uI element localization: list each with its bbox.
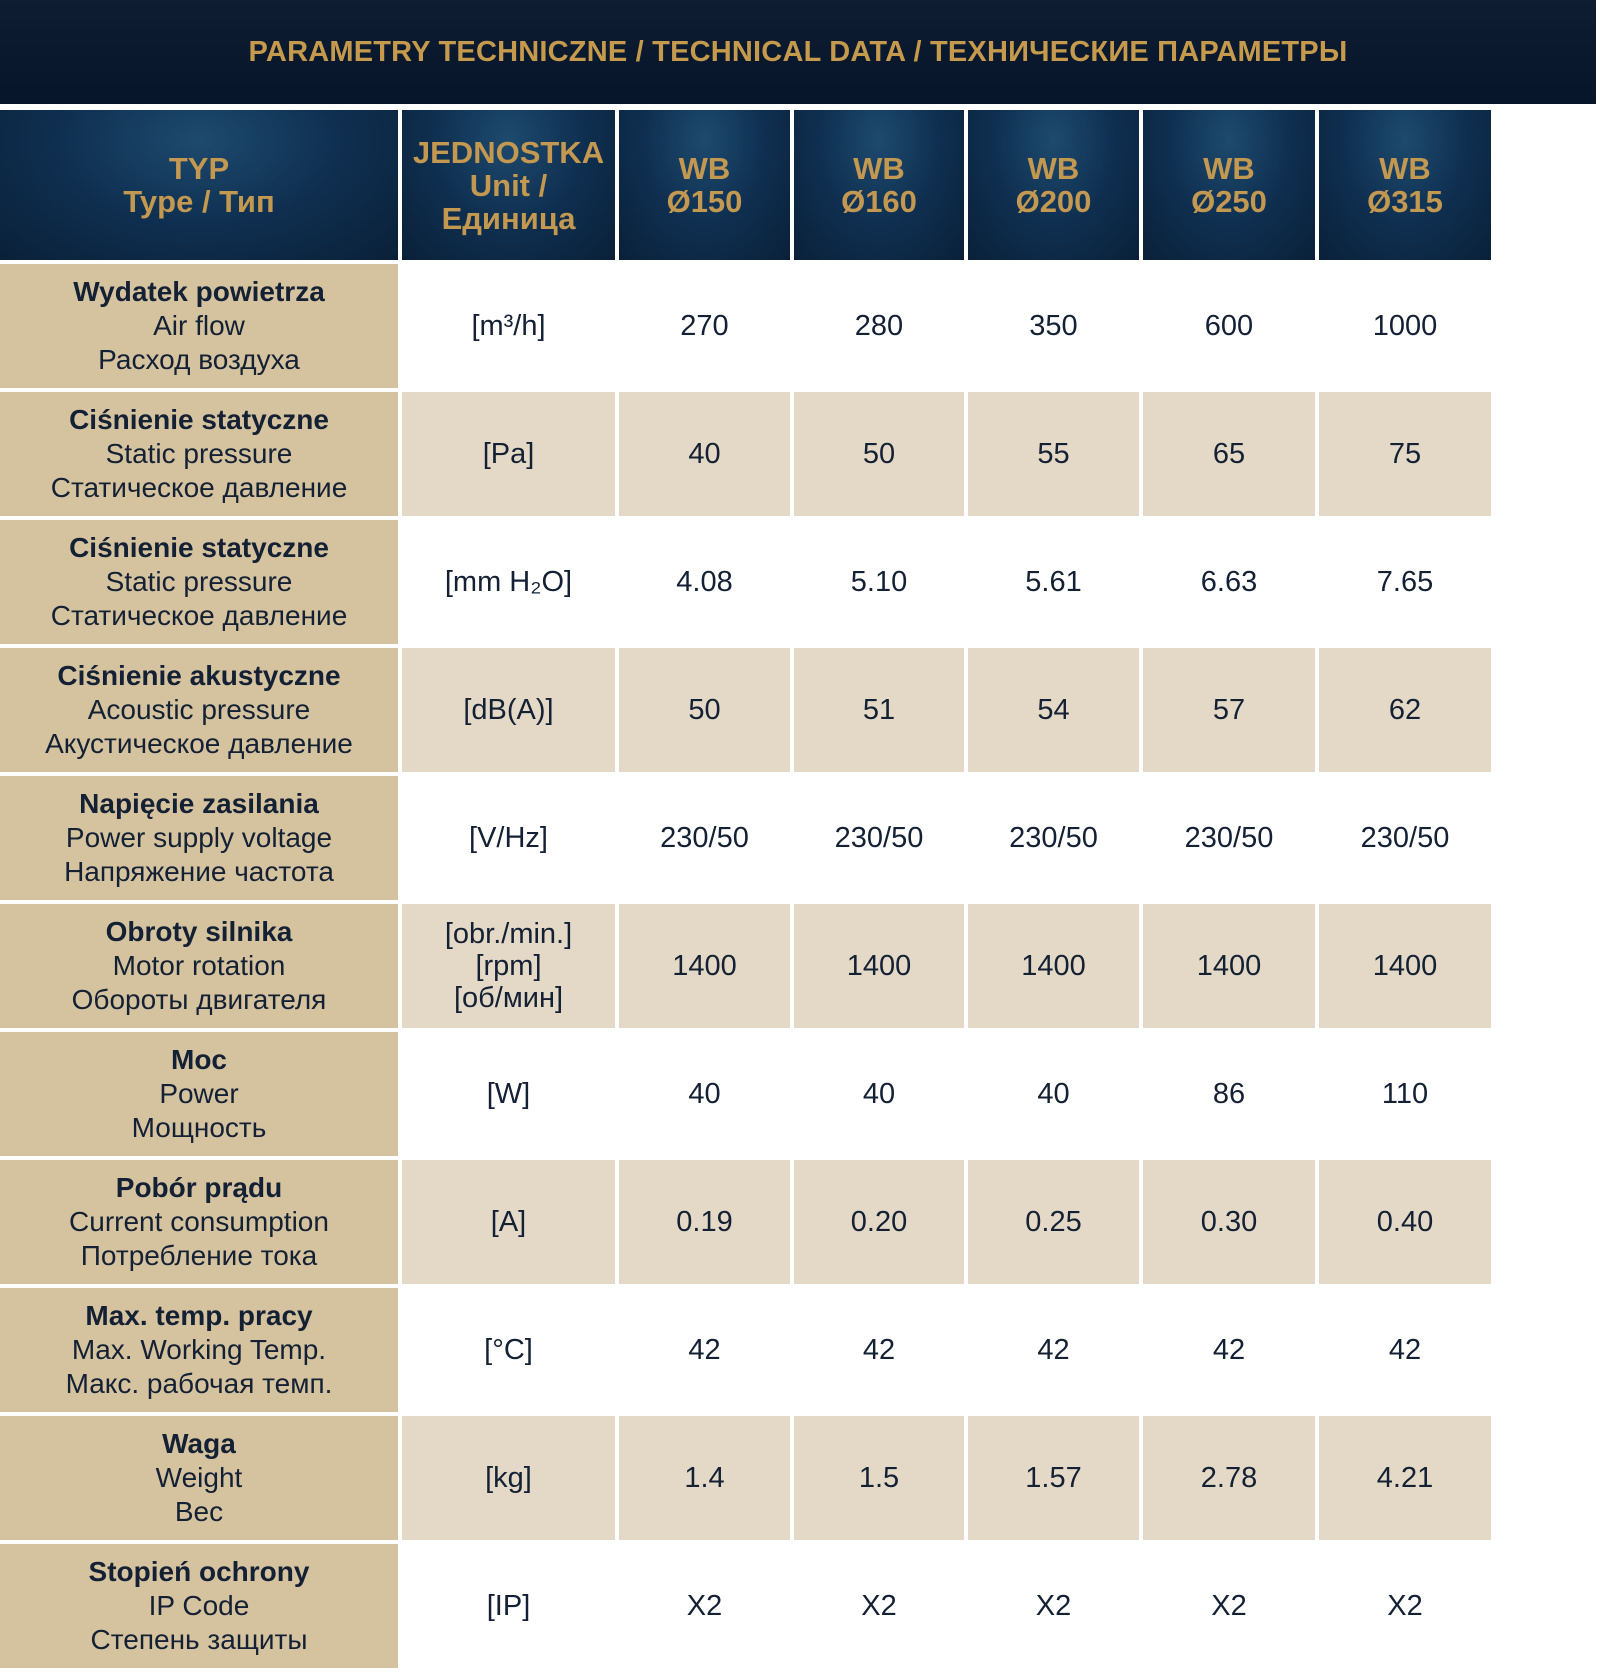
- row-unit: [402, 1160, 615, 1284]
- row-label-en: Weight: [155, 1462, 243, 1493]
- row-unit: [402, 392, 615, 516]
- unit-text: [Pa]: [482, 438, 535, 470]
- value-cell: 5.61: [968, 520, 1139, 644]
- table-row: [0, 904, 1491, 1028]
- row-label-ru: Напряжение частота: [64, 856, 334, 887]
- row-label-ru: Расход воздуха: [98, 344, 300, 375]
- unit-text: [mm H₂O]: [444, 566, 573, 598]
- value-cell: 40: [619, 1032, 790, 1156]
- row-label-pl: Wydatek powietrza: [73, 276, 325, 307]
- value-cell: 280: [794, 264, 964, 388]
- row-label: [0, 1288, 398, 1412]
- unit-text: [obr./min.]: [444, 918, 573, 950]
- model-series: WB: [853, 151, 905, 186]
- header-unit-pl: JEDNOSTKA: [412, 134, 605, 170]
- value-cell: 4.08: [619, 520, 790, 644]
- row-label-pl: Waga: [162, 1428, 236, 1459]
- table-row: [0, 1160, 1491, 1284]
- value-cell: 42: [1143, 1288, 1315, 1412]
- row-label: [0, 264, 398, 388]
- value-cell: 86: [1143, 1032, 1315, 1156]
- row-label-pl: Moc: [171, 1044, 227, 1075]
- unit-text: [A]: [490, 1206, 527, 1238]
- page-title: PARAMETRY TECHNICZNE / TECHNICAL DATA / ТЕХНИЧЕСКИЕ ПАРАМЕТРЫ: [248, 35, 1348, 68]
- value-cell: 0.40: [1319, 1160, 1491, 1284]
- row-label-ru: Потребление тока: [80, 1240, 318, 1271]
- model-diameter: Ø250: [1191, 184, 1267, 219]
- value-cell: 42: [794, 1288, 964, 1412]
- row-label-en: Current consumption: [69, 1206, 329, 1237]
- value-cell: 1400: [794, 904, 964, 1028]
- value-cell: 1400: [1143, 904, 1315, 1028]
- value-cell: X2: [794, 1544, 964, 1668]
- row-label: [0, 1032, 398, 1156]
- value-cell: 57: [1143, 648, 1315, 772]
- header-model-wb200: [968, 110, 1139, 260]
- unit-text: [V/Hz]: [469, 822, 548, 854]
- table-row: [0, 776, 1491, 900]
- row-unit: [402, 648, 615, 772]
- value-cell: 40: [968, 1032, 1139, 1156]
- row-unit: [402, 776, 615, 900]
- value-cell: 75: [1319, 392, 1491, 516]
- value-cell: 0.20: [794, 1160, 964, 1284]
- row-label-pl: Stopień ochrony: [88, 1556, 310, 1587]
- value-cell: 55: [968, 392, 1139, 516]
- value-cell: 54: [968, 648, 1139, 772]
- value-cell: 42: [968, 1288, 1139, 1412]
- row-label-en: Acoustic pressure: [87, 694, 311, 725]
- value-cell: 50: [619, 648, 790, 772]
- value-cell: X2: [1319, 1544, 1491, 1668]
- value-cell: 600: [1143, 264, 1315, 388]
- model-diameter: Ø160: [841, 184, 917, 219]
- model-diameter: Ø150: [666, 184, 743, 219]
- unit-text: [об/мин]: [453, 982, 564, 1014]
- row-label-ru: Обороты двигателя: [71, 984, 327, 1015]
- model-diameter: Ø315: [1367, 184, 1443, 219]
- row-label: [0, 1160, 398, 1284]
- row-label: [0, 648, 398, 772]
- value-cell: 6.63: [1143, 520, 1315, 644]
- row-label-pl: Pobór prądu: [115, 1172, 283, 1203]
- row-label-en: Air flow: [153, 310, 245, 341]
- technical-data-table: [0, 106, 1495, 1672]
- value-cell: 1400: [1319, 904, 1491, 1028]
- row-unit: [402, 1544, 615, 1668]
- row-label-pl: Max. temp. pracy: [85, 1300, 313, 1331]
- value-cell: 1000: [1319, 264, 1491, 388]
- table-row: [0, 392, 1491, 516]
- unit-text: [IP]: [486, 1590, 531, 1622]
- row-label-en: Static pressure: [105, 438, 293, 469]
- value-cell: 40: [619, 392, 790, 516]
- row-label-pl: Napięcie zasilania: [79, 788, 319, 819]
- table-row: [0, 1032, 1491, 1156]
- value-cell: 5.10: [794, 520, 964, 644]
- table-body: [0, 264, 1491, 1668]
- row-label-pl: Ciśnienie statyczne: [69, 404, 329, 435]
- table-row: [0, 1416, 1491, 1540]
- title-banner: [0, 0, 1596, 104]
- value-cell: 0.19: [619, 1160, 790, 1284]
- row-label-pl: Ciśnienie statyczne: [69, 532, 329, 563]
- row-label-ru: Мощность: [131, 1112, 267, 1143]
- table-row: [0, 264, 1491, 388]
- row-label: [0, 392, 398, 516]
- model-diameter: Ø200: [1015, 184, 1092, 219]
- value-cell: 230/50: [1319, 776, 1491, 900]
- row-label-ru: Акустическое давление: [45, 728, 353, 759]
- row-label-en: Max. Working Temp.: [71, 1334, 327, 1365]
- value-cell: 42: [619, 1288, 790, 1412]
- value-cell: 4.21: [1319, 1416, 1491, 1540]
- row-label-ru: Статическое давление: [50, 472, 348, 503]
- header-model-wb160: [794, 110, 964, 260]
- value-cell: 350: [968, 264, 1139, 388]
- row-label-en: Power supply voltage: [65, 822, 333, 853]
- row-label-en: Power: [159, 1078, 239, 1109]
- row-label: [0, 1544, 398, 1668]
- value-cell: 230/50: [794, 776, 964, 900]
- row-label-ru: Макс. рабочая темп.: [65, 1368, 333, 1399]
- value-cell: 50: [794, 392, 964, 516]
- header-type-pl: TYP: [168, 151, 230, 186]
- unit-text: [rpm]: [475, 950, 542, 982]
- value-cell: X2: [1143, 1544, 1315, 1668]
- value-cell: 40: [794, 1032, 964, 1156]
- header-model-wb250: [1143, 110, 1315, 260]
- value-cell: 7.65: [1319, 520, 1491, 644]
- row-label: [0, 1416, 398, 1540]
- unit-text: [W]: [486, 1078, 531, 1110]
- row-label-ru: Статическое давление: [50, 600, 348, 631]
- table-row: [0, 1288, 1491, 1412]
- value-cell: 1400: [968, 904, 1139, 1028]
- value-cell: 1.5: [794, 1416, 964, 1540]
- header-unit: [402, 110, 615, 260]
- model-series: WB: [1203, 151, 1255, 186]
- model-series: WB: [1027, 151, 1080, 186]
- value-cell: 110: [1319, 1032, 1491, 1156]
- unit-text: [°C]: [484, 1334, 533, 1366]
- table-row: [0, 1544, 1491, 1668]
- header-type-en-ru: Type / Тип: [123, 184, 275, 219]
- value-cell: 62: [1319, 648, 1491, 772]
- row-label-pl: Obroty silnika: [105, 916, 293, 947]
- value-cell: 42: [1319, 1288, 1491, 1412]
- header-type: [0, 110, 398, 260]
- row-label-ru: Вес: [174, 1496, 224, 1527]
- value-cell: 230/50: [619, 776, 790, 900]
- value-cell: 0.30: [1143, 1160, 1315, 1284]
- header-row: [0, 110, 1491, 260]
- row-label: [0, 776, 398, 900]
- row-unit: [402, 1288, 615, 1412]
- table-row: [0, 520, 1491, 644]
- row-label-ru: Степень защиты: [90, 1624, 308, 1655]
- value-cell: 270: [619, 264, 790, 388]
- row-label: [0, 520, 398, 644]
- row-unit: [402, 264, 615, 388]
- unit-text: [dB(A)]: [463, 694, 554, 726]
- value-cell: 0.25: [968, 1160, 1139, 1284]
- row-label-en: IP Code: [148, 1590, 250, 1621]
- model-series: WB: [678, 151, 731, 186]
- row-unit: [402, 1416, 615, 1540]
- unit-text: [m³/h]: [471, 310, 546, 342]
- value-cell: X2: [619, 1544, 790, 1668]
- row-label-en: Motor rotation: [112, 950, 286, 981]
- value-cell: 1.57: [968, 1416, 1139, 1540]
- value-cell: 1.4: [619, 1416, 790, 1540]
- value-cell: 1400: [619, 904, 790, 1028]
- value-cell: 51: [794, 648, 964, 772]
- value-cell: 2.78: [1143, 1416, 1315, 1540]
- row-unit: [402, 904, 615, 1028]
- row-label: [0, 904, 398, 1028]
- header-model-wb150: [619, 110, 790, 260]
- header-model-wb315: [1319, 110, 1491, 260]
- value-cell: 230/50: [968, 776, 1139, 900]
- value-cell: X2: [968, 1544, 1139, 1668]
- unit-text: [kg]: [485, 1462, 532, 1494]
- header-unit-ru: Единица: [441, 200, 576, 236]
- model-series: WB: [1379, 151, 1431, 186]
- value-cell: 65: [1143, 392, 1315, 516]
- row-unit: [402, 1032, 615, 1156]
- row-label-en: Static pressure: [105, 566, 293, 597]
- row-unit: [402, 520, 615, 644]
- table-row: [0, 648, 1491, 772]
- row-label-pl: Ciśnienie akustyczne: [57, 660, 341, 691]
- header-unit-en: Unit /: [469, 167, 548, 203]
- value-cell: 230/50: [1143, 776, 1315, 900]
